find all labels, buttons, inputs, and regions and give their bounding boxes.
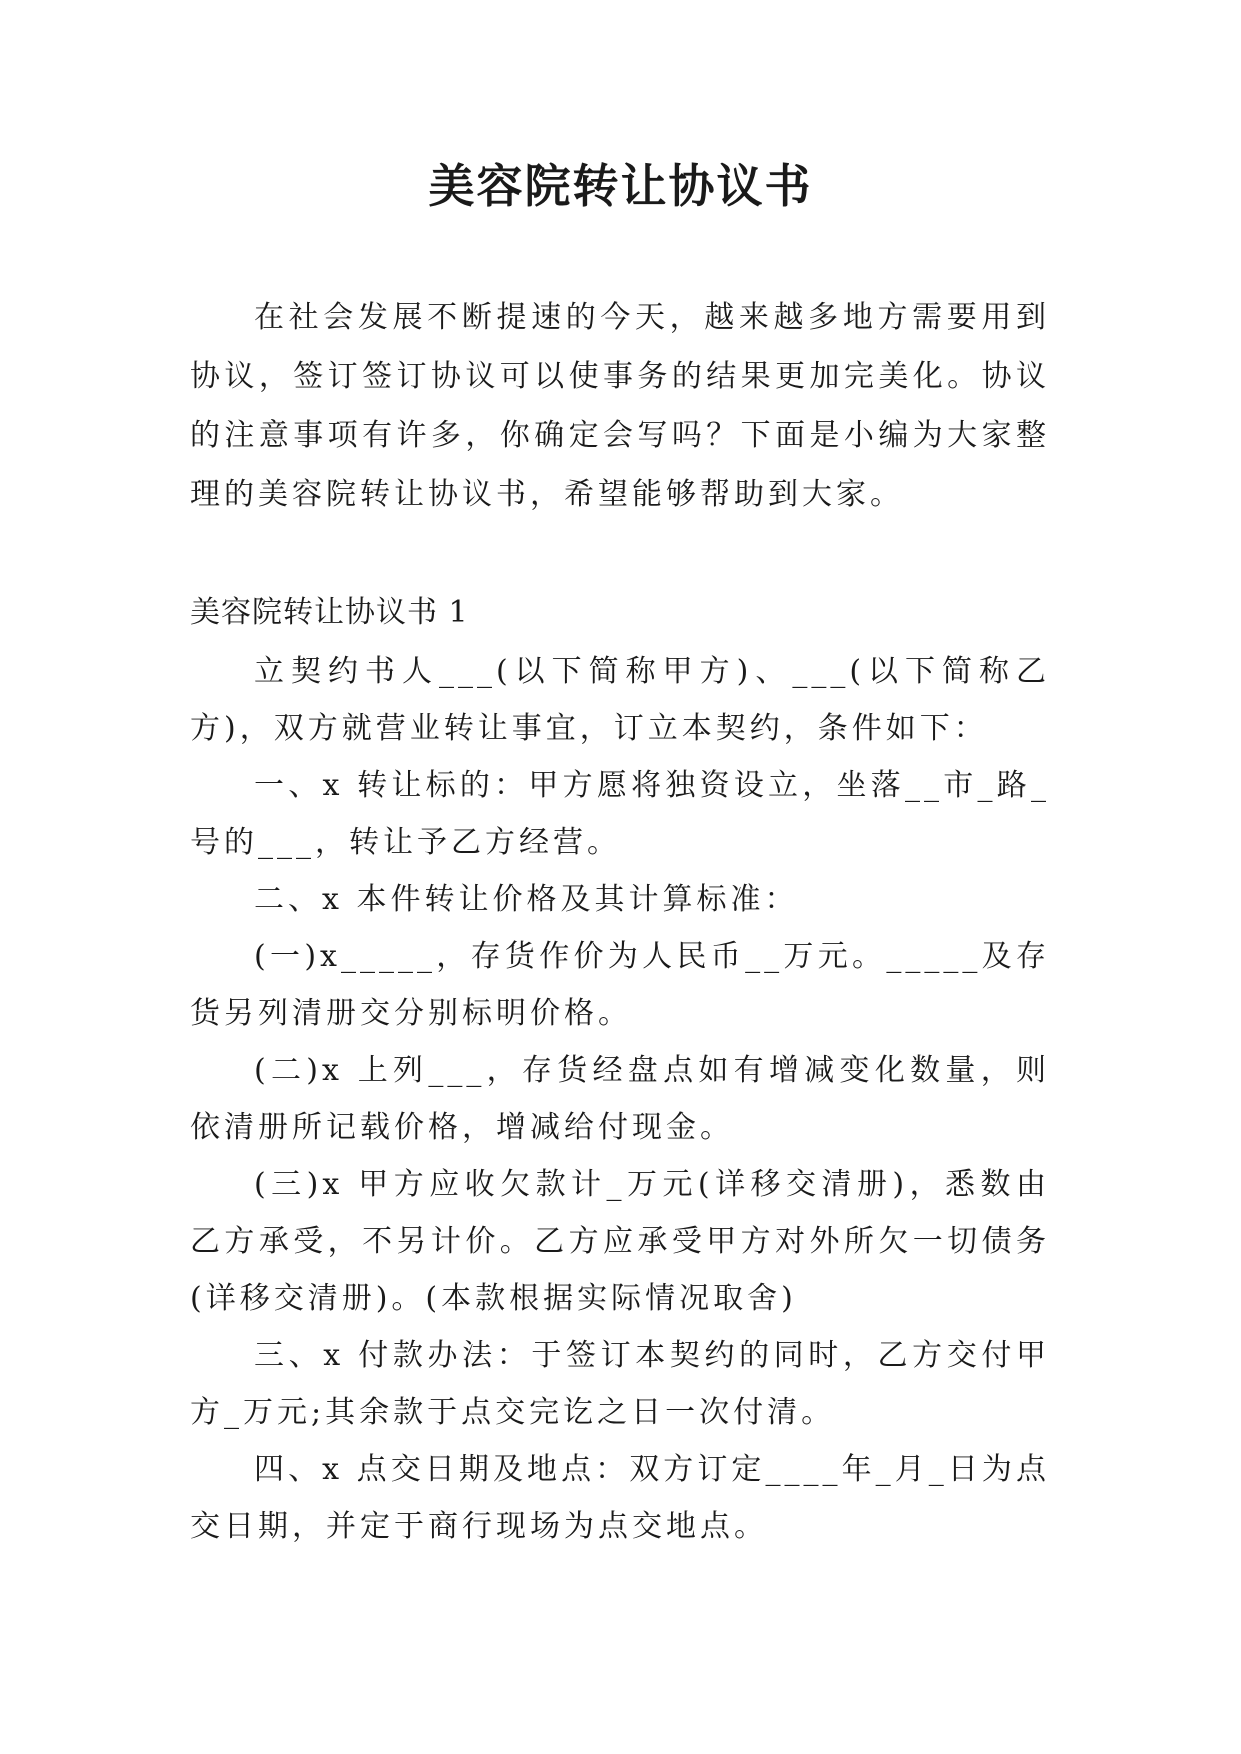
intro-paragraph: 在社会发展不断提速的今天，越来越多地方需要用到协议，签订签订协议可以使事务的结果更加完美化。协议的注意事项有许多，你确定会写吗？下面是小编为大家整理的美容院转让协议书，希望能够帮助到大家。 (190, 300, 1050, 512)
paragraph-clause-4: 四、x 点交日期及地点：双方订定____年_月_日为点交日期，并定于商行现场为点交地点。 (190, 1452, 1050, 1544)
agreement-section (190, 584, 1050, 1555)
section-heading: 美容院转让协议书 1 (190, 595, 469, 630)
paragraph-clause-3: 三、x 付款办法：于签订本契约的同时，乙方交付甲方_万元;其余款于点交完讫之日一次付清。 (190, 1338, 1050, 1430)
intro-section (190, 288, 1050, 524)
paragraph-clause-2-item-3: (三)x 甲方应收欠款计_万元(详移交清册)，悉数由乙方承受，不另计价。乙方应承受甲方对外所欠一切债务(详移交清册)。(本款根据实际情况取舍) (190, 1167, 1050, 1316)
paragraph-parties: 立契约书人___(以下简称甲方)、___(以下简称乙方)，双方就营业转让事宜，订立本契约，条件如下： (190, 654, 1050, 746)
document-title: 美容院转让协议书 (428, 159, 813, 213)
paragraph-clause-2-item-2: (二)x 上列___，存货经盘点如有增减变化数量，则依清册所记载价格，增减给付现金。 (190, 1053, 1050, 1145)
paragraph-clause-2: 二、x 本件转让价格及其计算标准： (254, 882, 799, 917)
paragraph-clause-1: 一、x 转让标的：甲方愿将独资设立，坐落__市_路_号的___，转让予乙方经营。 (190, 768, 1050, 860)
paragraph-clause-2-item-1: (一)x_____，存货作价为人民币__万元。_____及存货另列清册交分别标明价格。 (190, 939, 1050, 1031)
